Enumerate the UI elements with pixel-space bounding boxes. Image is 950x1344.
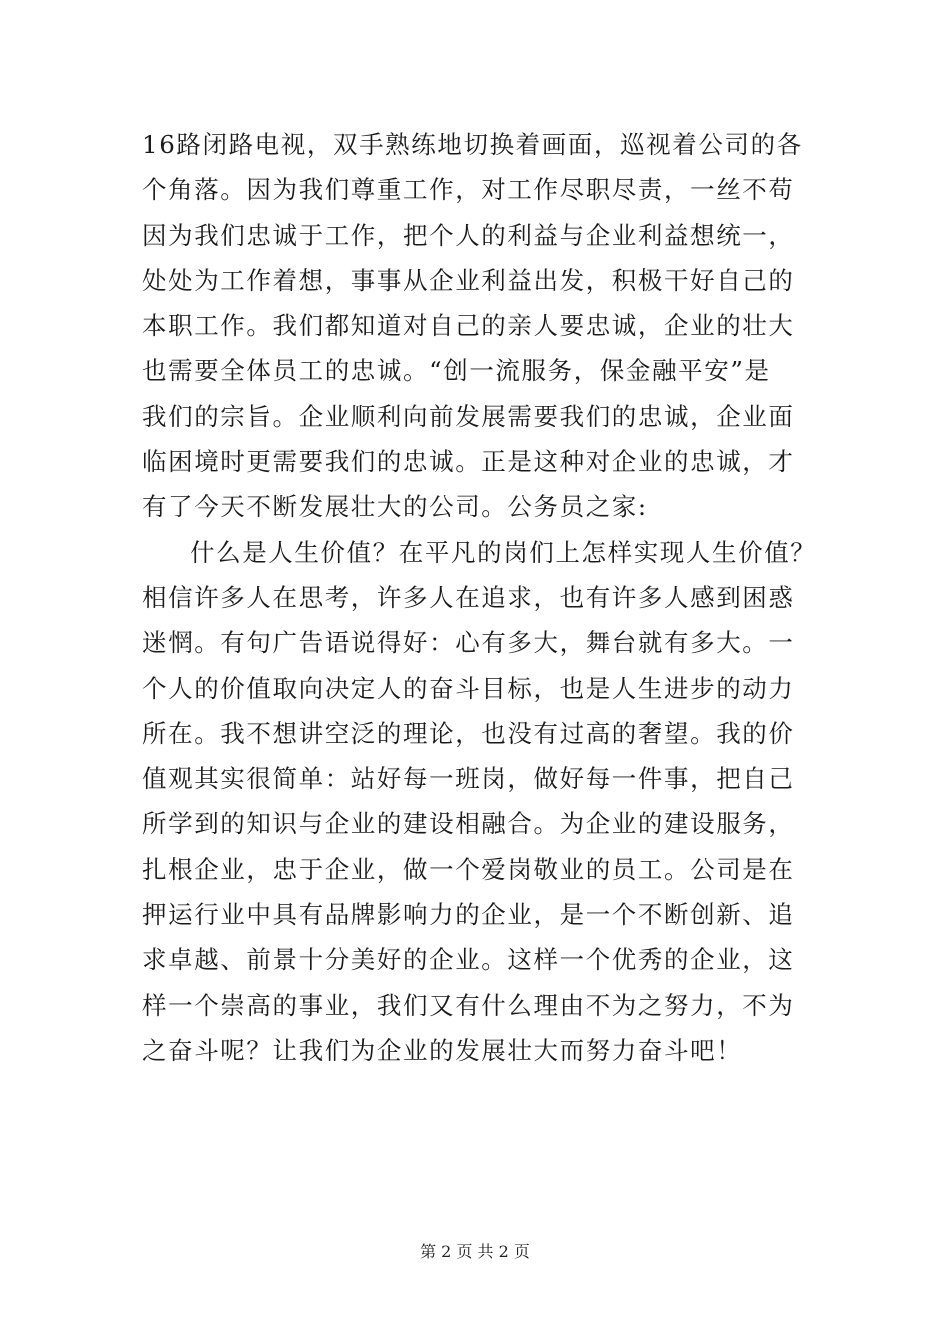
text-line: 所学到的知识与企业的建设相融合。为企业的建设服务， bbox=[142, 809, 795, 839]
text-line: 之奋斗呢？让我们为企业的发展壮大而努力奋斗吧！ bbox=[142, 1035, 743, 1065]
text-line: 所在。我不想讲空泛的理论，也没有过高的奢望。我的价 bbox=[142, 718, 795, 748]
text-line: 有了今天不断发展壮大的公司。公务员之家: bbox=[142, 492, 648, 522]
text-line: 押运行业中具有品牌影响力的企业，是一个不断创新、追 bbox=[142, 900, 795, 930]
text-line: 我们的宗旨。企业顺利向前发展需要我们的忠诚，企业面 bbox=[142, 401, 795, 431]
text-line: 迷惘。有句广告语说得好：心有多大，舞台就有多大。一 bbox=[142, 628, 795, 658]
text-line: 也需要全体员工的忠诚。“创一流服务，保金融平安”是 bbox=[142, 356, 771, 386]
text-line: 扎根企业，忠于企业，做一个爱岗敬业的员工。公司是在 bbox=[142, 854, 795, 884]
text-line: 临困境时更需要我们的忠诚。正是这种对企业的忠诚，才 bbox=[142, 447, 795, 477]
body-text bbox=[142, 122, 842, 1073]
text-line: 值观其实很简单：站好每一班岗，做好每一件事，把自己 bbox=[142, 764, 795, 794]
paragraph-start-line: 什么是人生价值？在平凡的岗们上怎样实现人生价值？ bbox=[190, 537, 817, 567]
page-number-footer: 第 2 页 共 2 页 bbox=[420, 1242, 530, 1261]
text-line: 相信许多人在思考，许多人在追求，也有许多人感到困惑 bbox=[142, 582, 795, 612]
text-line: 个人的价值取向决定人的奋斗目标，也是人生进步的动力 bbox=[142, 673, 795, 703]
text-line: 个角落。因为我们尊重工作，对工作尽职尽责，一丝不苟 bbox=[142, 175, 795, 205]
text-line: 16路闭路电视，双手熟练地切换着画面，巡视着公司的各 bbox=[142, 130, 803, 159]
text-line: 本职工作。我们都知道对自己的亲人要忠诚，企业的壮大 bbox=[142, 311, 795, 341]
text-line: 因为我们忠诚于工作，把个人的利益与企业利益想统一， bbox=[142, 220, 795, 250]
text-line: 样一个崇高的事业，我们又有什么理由不为之努力，不为 bbox=[142, 990, 795, 1020]
text-line: 处处为工作着想，事事从企业利益出发，积极干好自己的 bbox=[142, 265, 795, 295]
text-line: 求卓越、前景十分美好的企业。这样一个优秀的企业，这 bbox=[142, 945, 795, 975]
